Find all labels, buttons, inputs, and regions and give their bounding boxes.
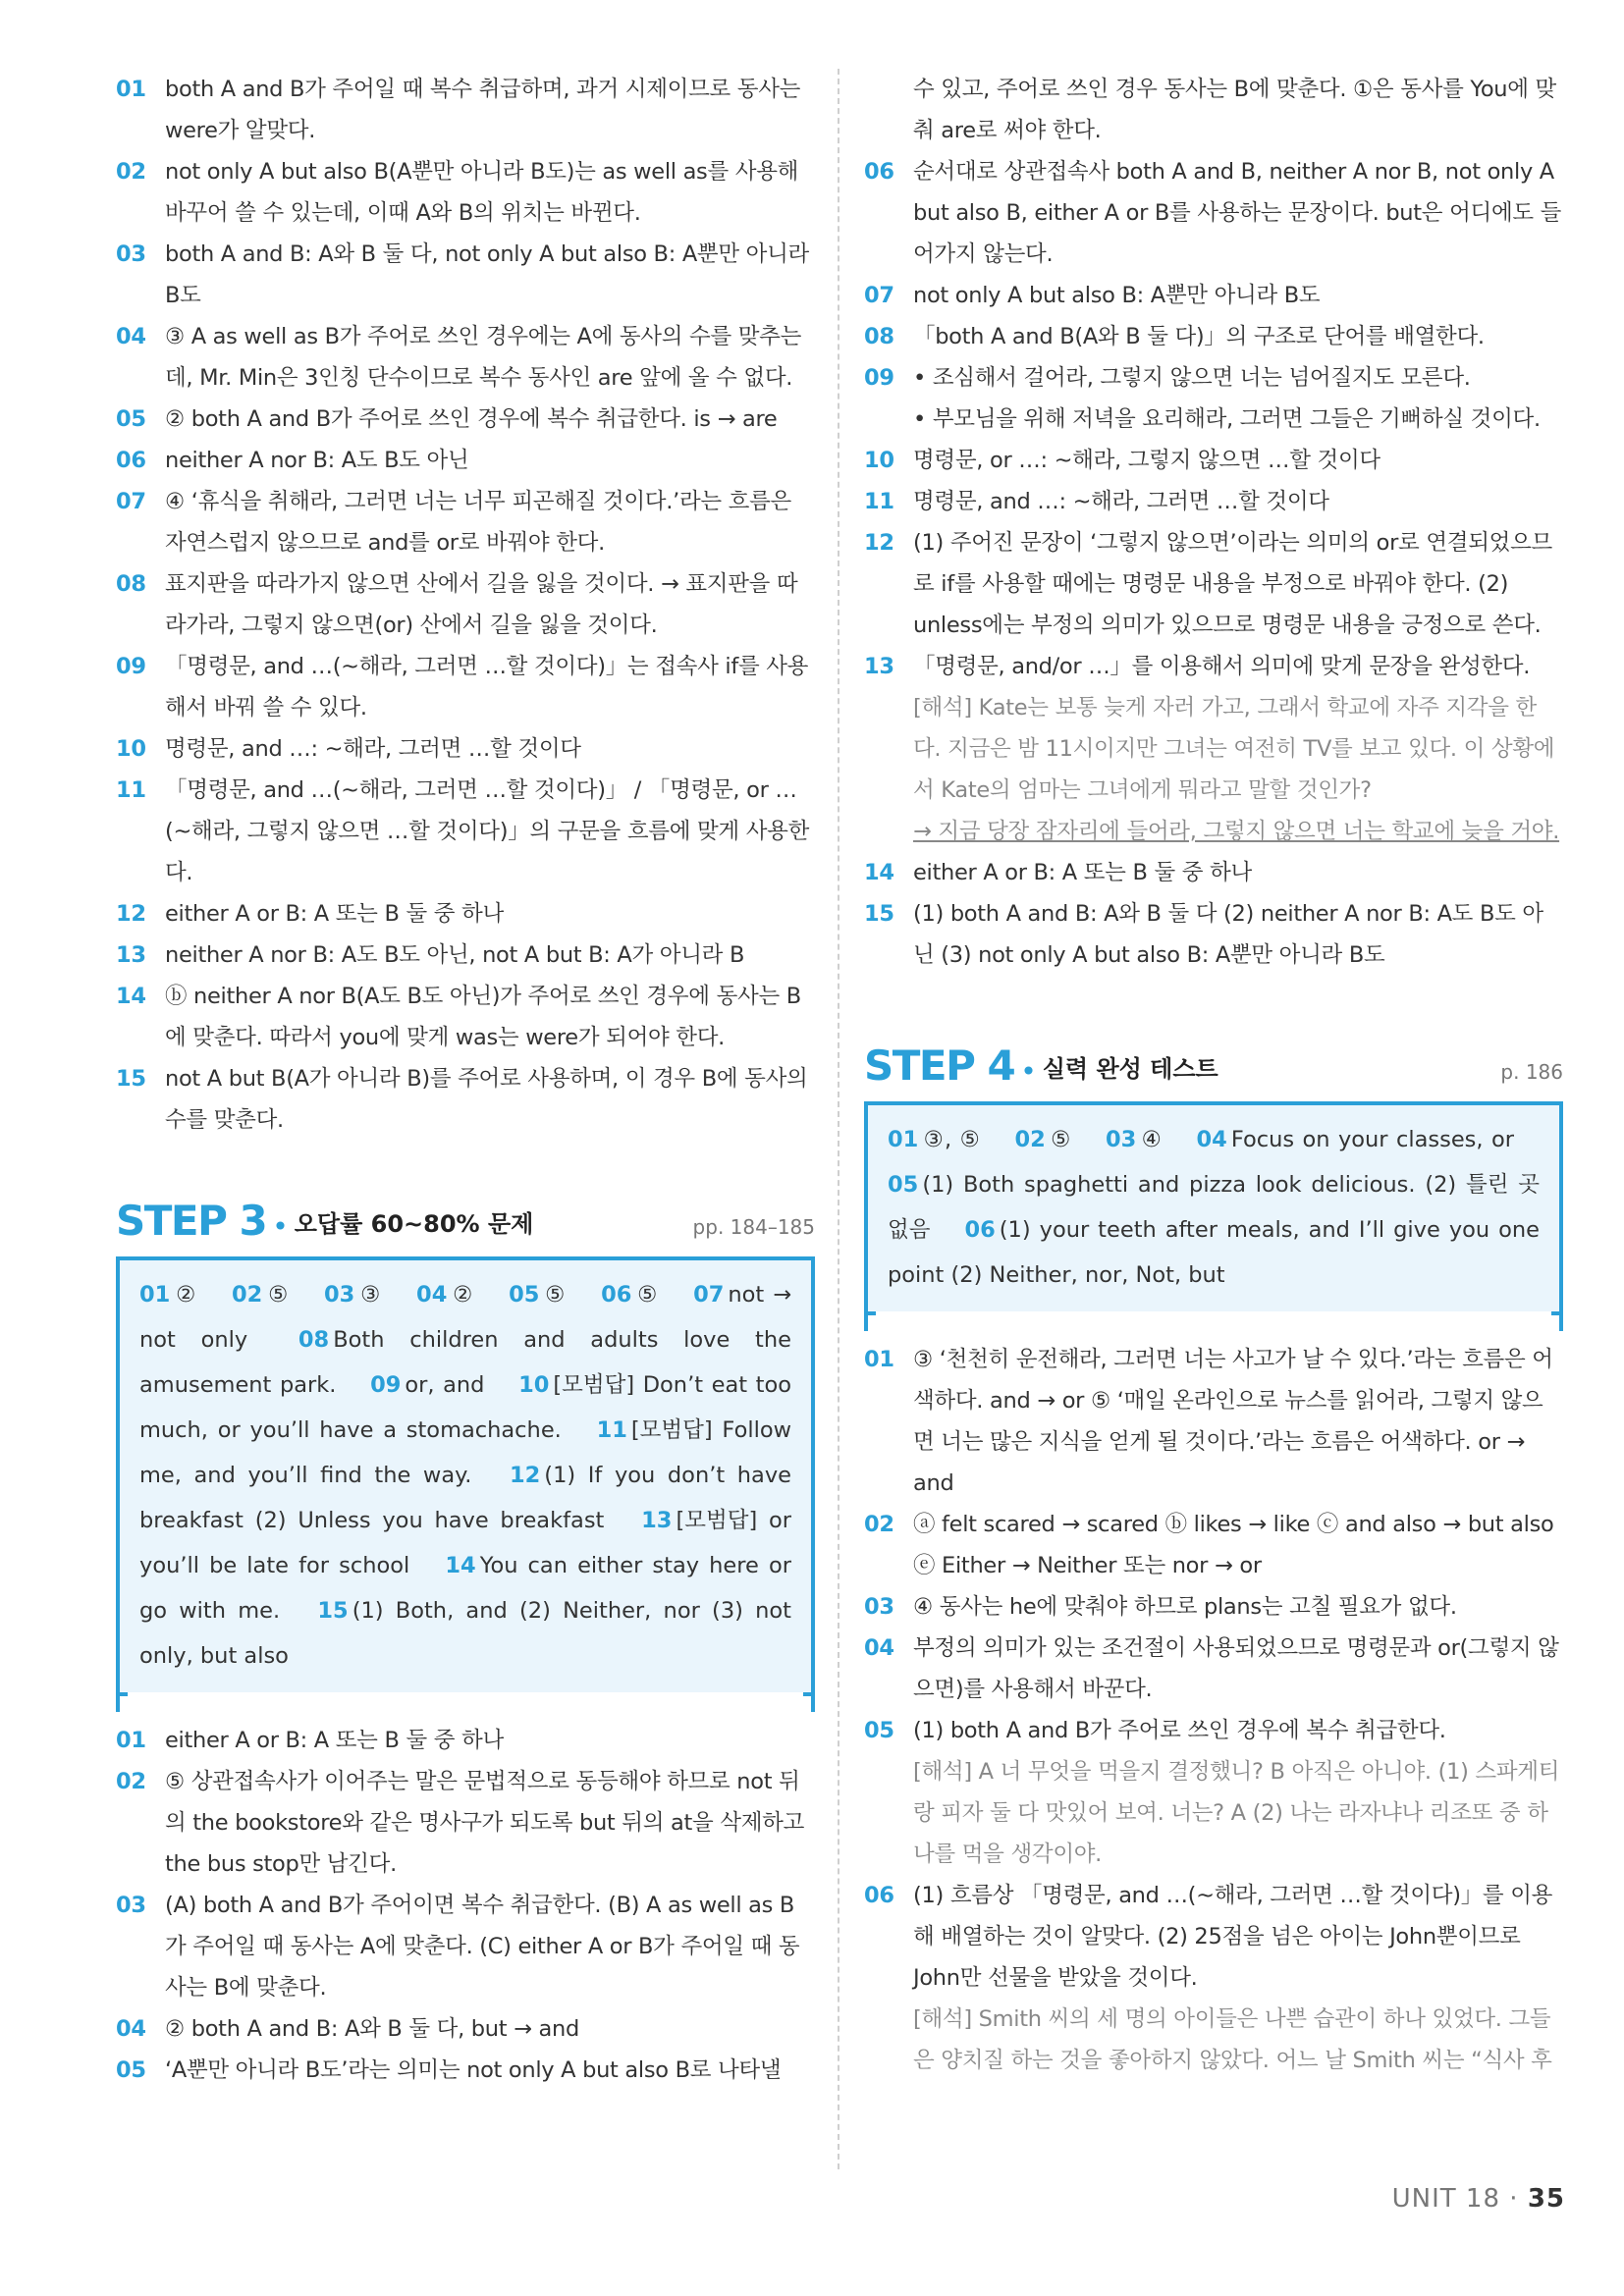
list-item: [864, 852, 1563, 893]
list-item: [864, 1586, 1563, 1628]
item-text: neither A nor B: A도 B도 아닌, not A but B: A가 아니라 B: [165, 942, 745, 968]
answer-entry: [601, 1282, 659, 1308]
page-range: pp. 184–185: [692, 1215, 815, 1239]
item-text: not A but B(A가 아니라 B)를 주어로 사용하며, 이 경우 B에 동사의 수를 맞춘다.: [165, 1066, 808, 1133]
item-text: either A or B: A 또는 B 둘 중 하나: [913, 860, 1252, 885]
translation-block: [864, 687, 1563, 852]
item-number: 06: [116, 448, 146, 473]
bullet-icon: •: [1020, 1055, 1037, 1088]
item-number: 10: [116, 736, 146, 762]
item-text: 표지판을 따라가지 않으면 산에서 길을 잃을 것이다. → 표지판을 따라가라, 그렇지 않으면(or) 산에서 길을 잃을 것이다.: [165, 571, 798, 638]
item-text: either A or B: A 또는 B 둘 중 하나: [165, 1728, 504, 1753]
answer-text: ⑤: [635, 1282, 660, 1308]
item-text: both A and B가 주어일 때 복수 취급하며, 과거 시제이므로 동사는 were가 알맞다.: [165, 77, 801, 143]
item-number: 02: [864, 1512, 894, 1537]
step-label: STEP 3: [116, 1197, 267, 1245]
answer-text: ②: [451, 1282, 475, 1308]
item-number: 01: [116, 1728, 146, 1753]
item-number: 03: [116, 241, 146, 267]
item-number: 04: [864, 1635, 894, 1661]
item-text: ② both A and B: A와 B 둘 다, but → and: [165, 2016, 579, 2042]
answer-number: 04: [1196, 1127, 1227, 1152]
item-text: • 조심해서 걸어라, 그렇지 않으면 너는 넘어질지도 모른다.: [913, 365, 1471, 391]
list-item: [116, 1720, 815, 1761]
answer-text: [모범답] Don’t eat too much, or you’ll have a stomachache.: [139, 1372, 792, 1443]
item-number: 11: [864, 489, 894, 514]
item-text: (1) both A and B가 주어로 쓰인 경우에 복수 취급한다.: [913, 1718, 1446, 1743]
item-text: 순서대로 상관접속사 both A and B, neither A nor B, not only A but also B, either A or B를 사용하는 문장이다. but은 어디에도 들어가지 않는다.: [913, 159, 1562, 267]
answer-text: or, and: [405, 1372, 485, 1398]
answer-entry: [139, 1282, 197, 1308]
list-item: [116, 1761, 815, 1885]
item-text: not only A but also B(A뿐만 아니라 B도)는 as well as를 사용해 바꾸어 쓸 수 있는데, 이때 A와 B의 위치는 바뀐다.: [165, 159, 799, 226]
answer-number: 08: [298, 1327, 330, 1353]
list-item: [864, 275, 1563, 316]
list-item: [864, 69, 1563, 151]
answer-text: (1) your teeth after meals, and I’ll give you one point (2) Neither, nor, Not, but: [888, 1217, 1540, 1288]
answer-text: Focus on your classes, or: [1230, 1127, 1515, 1152]
list-item: [864, 1875, 1563, 1999]
answer-list: [864, 1339, 1563, 1751]
answer-text: (1) Both, and (2) Neither, nor (3) not only, but also: [139, 1598, 791, 1669]
answer-text: ②: [174, 1282, 198, 1308]
answer-number: 05: [888, 1172, 919, 1198]
answer-entry: [888, 1217, 1540, 1288]
answer-number: 05: [509, 1282, 540, 1308]
item-text: 「명령문, and …(~해라, 그러면 …할 것이다)」 / 「명령문, or …(~해라, 그렇지 않으면 …할 것이다)」의 구문을 흐름에 맞게 사용한다.: [165, 777, 810, 885]
translation-block: [864, 1751, 1563, 1875]
list-item: [116, 976, 815, 1058]
list-item: [116, 2008, 815, 2050]
answer-number: 13: [641, 1508, 673, 1533]
answer-number: 15: [317, 1598, 349, 1624]
list-item: [864, 1710, 1563, 1751]
list-item: [116, 151, 815, 234]
list-item: [864, 1628, 1563, 1710]
answer-entry: [324, 1282, 382, 1308]
answer-number: 04: [416, 1282, 448, 1308]
answer-number: 03: [324, 1282, 355, 1308]
step4-header: [864, 1041, 1563, 1090]
item-number: 14: [864, 860, 894, 885]
item-number: 09: [116, 654, 146, 679]
item-number: 05: [116, 406, 146, 432]
answer-text: ⑤: [266, 1282, 291, 1308]
item-text: either A or B: A 또는 B 둘 중 하나: [165, 901, 504, 927]
item-text: ④ ‘휴식을 취해라, 그러면 너는 너무 피곤해질 것이다.’라는 흐름은 자연스럽지 않으므로 and를 or로 바꿔야 한다.: [165, 489, 791, 556]
item-text: 명령문, and …: ~해라, 그러면 …할 것이다: [165, 736, 581, 762]
list-item: [864, 357, 1563, 399]
item-number: [864, 69, 913, 151]
translation-text: [해석] Kate는 보통 늦게 자러 가고, 그래서 학교에 자주 지각을 한다. 지금은 밤 11시이지만 그녀는 여전히 TV를 보고 있다. 이 상황에서 Kate의 엄마는 그녀에게 뭐라고 말할 것인가?: [913, 695, 1555, 803]
answer-list: [116, 69, 815, 1141]
answer-number: 03: [1106, 1127, 1137, 1152]
answer-entry: [416, 1282, 474, 1308]
answer-text: ⑤: [1049, 1127, 1072, 1152]
step3-answer-box: [116, 1256, 815, 1692]
list-item: [116, 1058, 815, 1141]
item-text: 수 있고, 주어로 쓰인 경우 동사는 B에 맞춘다. ①은 동사를 You에 맞춰 are로 써야 한다.: [913, 77, 1556, 143]
answer-text: [모범답] Follow me, and you’ll find the way.: [139, 1417, 792, 1488]
page-footer: [1392, 2184, 1565, 2214]
answer-number: 01: [139, 1282, 171, 1308]
list-item: [116, 234, 815, 316]
answer-text: (1) Both spaghetti and pizza look delicious. (2) 틀린 곳 없음: [888, 1172, 1540, 1243]
answer-entry: [509, 1282, 567, 1308]
list-item: [116, 770, 815, 893]
item-text: ‘A뿐만 아니라 B도’라는 의미는 not only A but also B로 나타낼: [165, 2057, 782, 2083]
answer-text: You can either stay here or go with me.: [139, 1553, 791, 1624]
item-number: 05: [864, 1718, 894, 1743]
bullet-icon: •: [272, 1210, 289, 1243]
item-text: ⓐ felt scared → scared ⓑ likes → like ⓒ and also → but also ⓔ Either → Neither 또는 nor → or: [913, 1512, 1554, 1578]
answer-number: 06: [601, 1282, 632, 1308]
item-number: 06: [864, 159, 894, 185]
left-column: [116, 69, 815, 2091]
list-item: [864, 481, 1563, 522]
answer-text: ⑤: [543, 1282, 568, 1308]
list-item: [864, 893, 1563, 976]
answer-text: ④: [1140, 1127, 1164, 1152]
item-number: 07: [116, 489, 146, 514]
item-number: 01: [864, 1347, 894, 1372]
list-item: [116, 481, 815, 563]
step4-answer-box: [864, 1101, 1563, 1311]
item-text: 명령문, and …: ~해라, 그러면 …할 것이다: [913, 489, 1329, 514]
item-text: ⓑ neither A nor B(A도 B도 아닌)가 주어로 쓰인 경우에 동사는 B에 맞춘다. 따라서 you에 맞게 was는 were가 되어야 한다.: [165, 984, 801, 1050]
item-text: 부정의 의미가 있는 조건절이 사용되었으므로 명령문과 or(그렇지 않으면)를 사용해서 바꾼다.: [913, 1635, 1559, 1702]
item-number: 03: [864, 1594, 894, 1620]
list-item: [116, 2050, 815, 2091]
list-item: [864, 440, 1563, 481]
item-number: 13: [116, 942, 146, 968]
answer-number: 10: [518, 1372, 550, 1398]
item-number: 02: [116, 159, 146, 185]
translation-text: [해석] Smith 씨의 세 명의 아이들은 나쁜 습관이 하나 있었다. 그들은 양치질 하는 것을 좋아하지 않았다. 어느 날 Smith 씨는 “식사 후: [913, 2006, 1552, 2073]
item-number: 15: [116, 1066, 146, 1092]
list-item: [116, 316, 815, 399]
answer-number: 09: [370, 1372, 402, 1398]
list-item: [116, 1885, 815, 2008]
item-number: 11: [116, 777, 146, 803]
item-number: 15: [864, 901, 894, 927]
item-number: [864, 399, 913, 440]
answer-number: 02: [1014, 1127, 1046, 1152]
answer-text: ③: [358, 1282, 383, 1308]
item-text: ⑤ 상관접속사가 이어주는 말은 문법적으로 동등해야 하므로 not 뒤의 the bookstore와 같은 명사구가 되도록 but 뒤의 at을 삭제하고 the bus stop만 남긴다.: [165, 1769, 805, 1877]
item-text: • 부모님을 위해 저녁을 요리해라, 그러면 그들은 기뻐하실 것이다.: [913, 406, 1541, 432]
item-text: both A and B: A와 B 둘 다, not only A but also B: A뿐만 아니라 B도: [165, 241, 809, 308]
translation-answer: → 지금 당장 잠자리에 들어라, 그렇지 않으면 너는 학교에 늦을 거야.: [913, 819, 1560, 844]
answer-list: [864, 1875, 1563, 1999]
answer-number: 01: [888, 1127, 919, 1152]
item-number: 04: [116, 2016, 146, 2042]
item-number: 14: [116, 984, 146, 1009]
item-text: 「명령문, and/or …」를 이용해서 의미에 맞게 문장을 완성한다.: [913, 654, 1531, 679]
answer-number: 02: [232, 1282, 263, 1308]
item-number: 01: [116, 77, 146, 102]
item-number: 12: [116, 901, 146, 927]
list-item: [864, 522, 1563, 646]
list-item: [116, 893, 815, 934]
list-item: [116, 440, 815, 481]
item-text: ④ 동사는 he에 맞춰야 하므로 plans는 고칠 필요가 없다.: [913, 1594, 1457, 1620]
answer-entry: [1106, 1127, 1163, 1152]
item-number: 06: [864, 1883, 894, 1908]
answer-text: not → not only: [139, 1282, 792, 1353]
unit-label: UNIT 18: [1391, 2184, 1501, 2214]
list-item: [116, 728, 815, 770]
step-title: 오답률 60~80% 문제: [294, 1210, 534, 1238]
item-text: ③ ‘천천히 운전해라, 그러면 너는 사고가 날 수 있다.’라는 흐름은 어색하다. and → or ⑤ ‘매일 온라인으로 뉴스를 읽어라, 그렇지 않으면 너는 많은 지식을 얻게 될 것이다.’라는 흐름은 어색하다. or → and: [913, 1347, 1553, 1496]
answer-number: 14: [445, 1553, 476, 1578]
answer-text: (1) If you don’t have breakfast (2) Unless you have breakfast: [139, 1463, 791, 1533]
item-number: 08: [116, 571, 146, 597]
list-item: [864, 1504, 1563, 1586]
answer-number: 06: [964, 1217, 996, 1243]
item-number: 12: [864, 530, 894, 556]
answer-text: ③, ⑤: [922, 1127, 982, 1152]
answer-number: 07: [693, 1282, 725, 1308]
list-item: [864, 646, 1563, 687]
step-label: STEP 4: [864, 1041, 1015, 1090]
list-item: [864, 316, 1563, 357]
item-text: ③ A as well as B가 주어로 쓰인 경우에는 A에 동사의 수를 맞추는데, Mr. Min은 3인칭 단수이므로 복수 동사인 are 앞에 올 수 없다.: [165, 324, 802, 391]
answer-entry: [1197, 1127, 1515, 1152]
item-text: (1) both A and B: A와 B 둘 다 (2) neither A nor B: A도 B도 아닌 (3) not only A but also B: A뿐만 아니라 B도: [913, 901, 1543, 968]
item-text: (1) 주어진 문장이 ‘그렇지 않으면’이라는 의미의 or로 연결되었으므로 if를 사용할 때에는 명령문 내용을 부정으로 바꿔야 한다. (2) unless에는 부정의 의미가 있으므로 명령문 내용을 긍정으로 쓴다.: [913, 530, 1552, 638]
list-item: [116, 934, 815, 976]
item-number: 05: [116, 2057, 146, 2083]
item-text: neither A nor B: A도 B도 아닌: [165, 448, 469, 473]
list-item: [116, 563, 815, 646]
page-range: p. 186: [1500, 1060, 1563, 1084]
item-number: 08: [864, 324, 894, 349]
right-column: [864, 69, 1563, 2081]
list-item: [864, 1339, 1563, 1504]
item-text: (A) both A and B가 주어이면 복수 취급한다. (B) A as well as B가 주어일 때 동사는 A에 맞춘다. (C) either A or B가 주어일 때 동사는 B에 맞춘다.: [165, 1893, 800, 2001]
item-text: not only A but also B: A뿐만 아니라 B도: [913, 283, 1321, 308]
item-text: (1) 흐름상 「명령문, and …(~해라, 그러면 …할 것이다)」를 이용해 배열하는 것이 알맞다. (2) 25점을 넘은 아이는 John뿐이므로 John만 선물을 받았을 것이다.: [913, 1883, 1553, 1991]
item-number: 07: [864, 283, 894, 308]
item-text: 명령문, or …: ~해라, 그렇지 않으면 …할 것이다: [913, 448, 1380, 473]
answer-number: 11: [596, 1417, 627, 1443]
page-number: 35: [1527, 2184, 1565, 2214]
item-number: 09: [864, 365, 894, 391]
list-item: [116, 646, 815, 728]
item-number: 02: [116, 1769, 146, 1794]
step-title: 실력 완성 테스트: [1042, 1055, 1218, 1083]
answer-list: [864, 852, 1563, 976]
item-text: ② both A and B가 주어로 쓰인 경우에 복수 취급한다. is → are: [165, 406, 778, 432]
answer-entry: [232, 1282, 290, 1308]
item-number: 13: [864, 654, 894, 679]
item-number: 03: [116, 1893, 146, 1918]
column-divider: [838, 69, 839, 2169]
item-text: 「명령문, and …(~해라, 그러면 …할 것이다)」는 접속사 if를 사용해서 바꿔 쓸 수 있다.: [165, 654, 809, 721]
answer-number: 12: [509, 1463, 541, 1488]
translation-text: [해석] A 너 무엇을 먹을지 결정했니? B 아직은 아니야. (1) 스파게티랑 피자 둘 다 맛있어 보여. 너는? A (2) 나는 라자냐나 리조또 중 하나를 먹을 생각이야.: [913, 1759, 1560, 1867]
answer-list: [116, 1720, 815, 2091]
list-item: [116, 69, 815, 151]
answer-entry: [370, 1372, 484, 1398]
answer-list: [864, 69, 1563, 687]
item-number: 04: [116, 324, 146, 349]
list-item: [116, 399, 815, 440]
item-text: 「both A and B(A와 B 둘 다)」의 구조로 단어를 배열한다.: [913, 324, 1485, 349]
list-item: [864, 399, 1563, 440]
answer-text: [모범답] or you’ll be late for school: [139, 1508, 792, 1578]
answer-text: Both children and adults love the amusement park.: [139, 1327, 791, 1398]
translation-block: [864, 1999, 1563, 2081]
answer-entry: [888, 1127, 981, 1152]
separator-dot: ·: [1509, 2184, 1519, 2214]
answer-entry: [1015, 1127, 1072, 1152]
list-item: [864, 151, 1563, 275]
step3-header: [116, 1197, 815, 1245]
item-number: 10: [864, 448, 894, 473]
